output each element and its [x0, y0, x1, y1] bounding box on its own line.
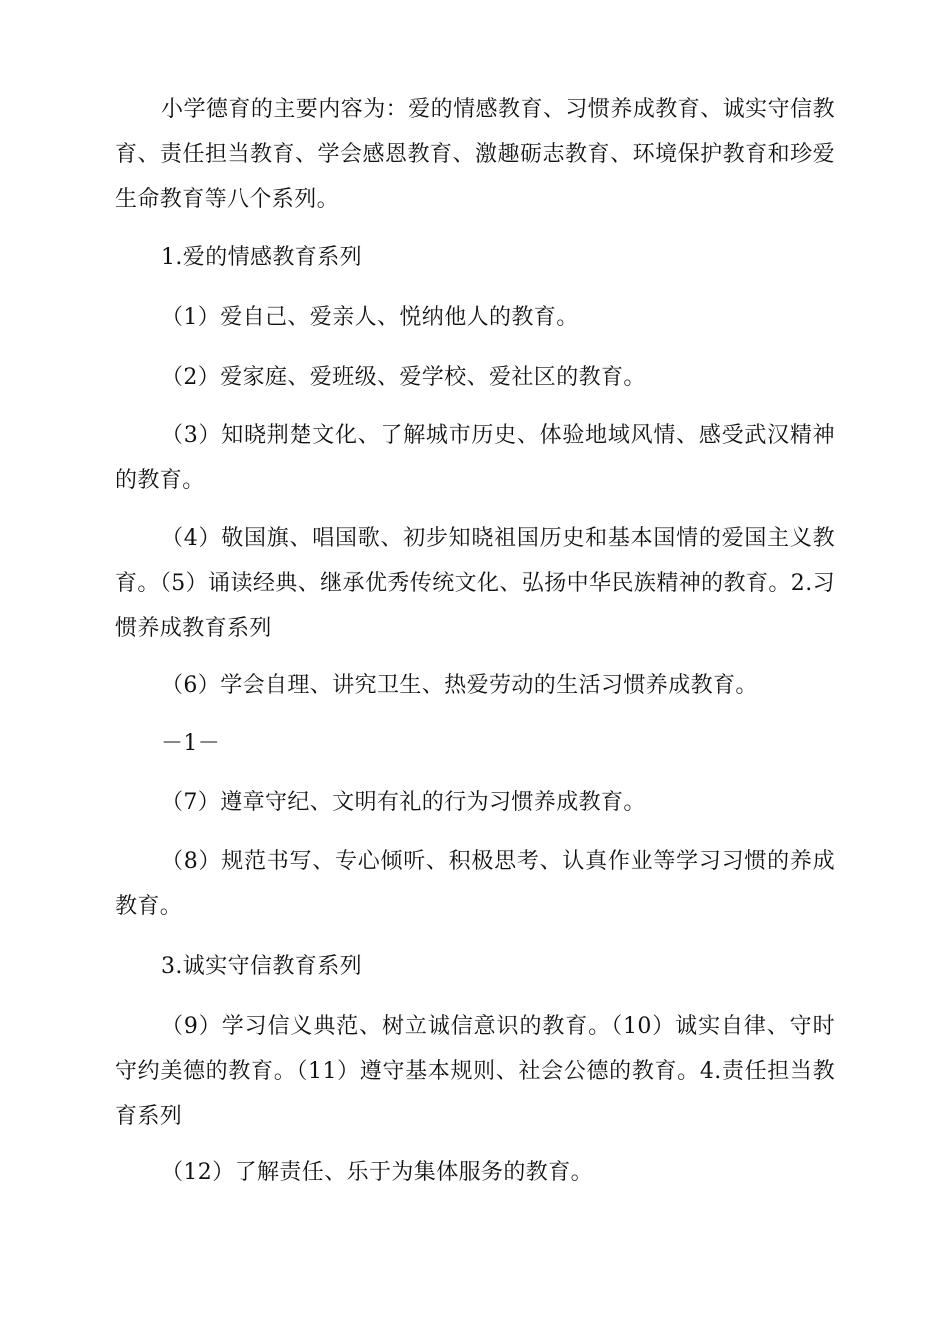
section-heading-1: 1.爱的情感教育系列: [161, 245, 362, 270]
item-paragraph-2: （2）爱家庭、爱班级、爱学校、爱社区的教育。: [161, 365, 646, 390]
item-paragraph-4-5: （4）敬国旗、唱国歌、初步知晓祖国历史和基本国情的爱国主义教育。（5）诵读经典、继承优秀传统文化、弘扬中华民族精神的教育。2.习惯养成教育系列: [115, 526, 835, 641]
item-paragraph-12: （12）了解责任、乐于为集体服务的教育。: [161, 1160, 593, 1185]
section-heading-3: 3.诚实守信教育系列: [161, 954, 362, 979]
item-paragraph-9-11: （9）学习信义典范、树立诚信意识的教育。（10）诚实自律、守时守约美德的教育。（11）遵守基本规则、社会公德的教育。4.责任担当教育系列: [115, 1014, 835, 1129]
item-paragraph-1: （1）爱自己、爱亲人、悦纳他人的教育。: [161, 305, 579, 330]
item-paragraph-3: （3）知晓荆楚文化、了解城市历史、体验地域风情、感受武汉精神的教育。: [115, 423, 835, 493]
item-paragraph-6: （6）学会自理、讲究卫生、热爱劳动的生活习惯养成教育。: [161, 673, 758, 698]
item-paragraph-8: （8）规范书写、专心倾听、积极思考、认真作业等学习习惯的养成教育。: [115, 849, 835, 919]
intro-paragraph: 小学德育的主要内容为：爱的情感教育、习惯养成教育、诚实守信教育、责任担当教育、学会感恩教育、激趣砺志教育、环境保护教育和珍爱生命教育等八个系列。: [115, 97, 835, 212]
item-paragraph-7: （7）遵章守纪、文明有礼的行为习惯养成教育。: [161, 790, 646, 815]
page-number: －1－: [161, 731, 221, 756]
